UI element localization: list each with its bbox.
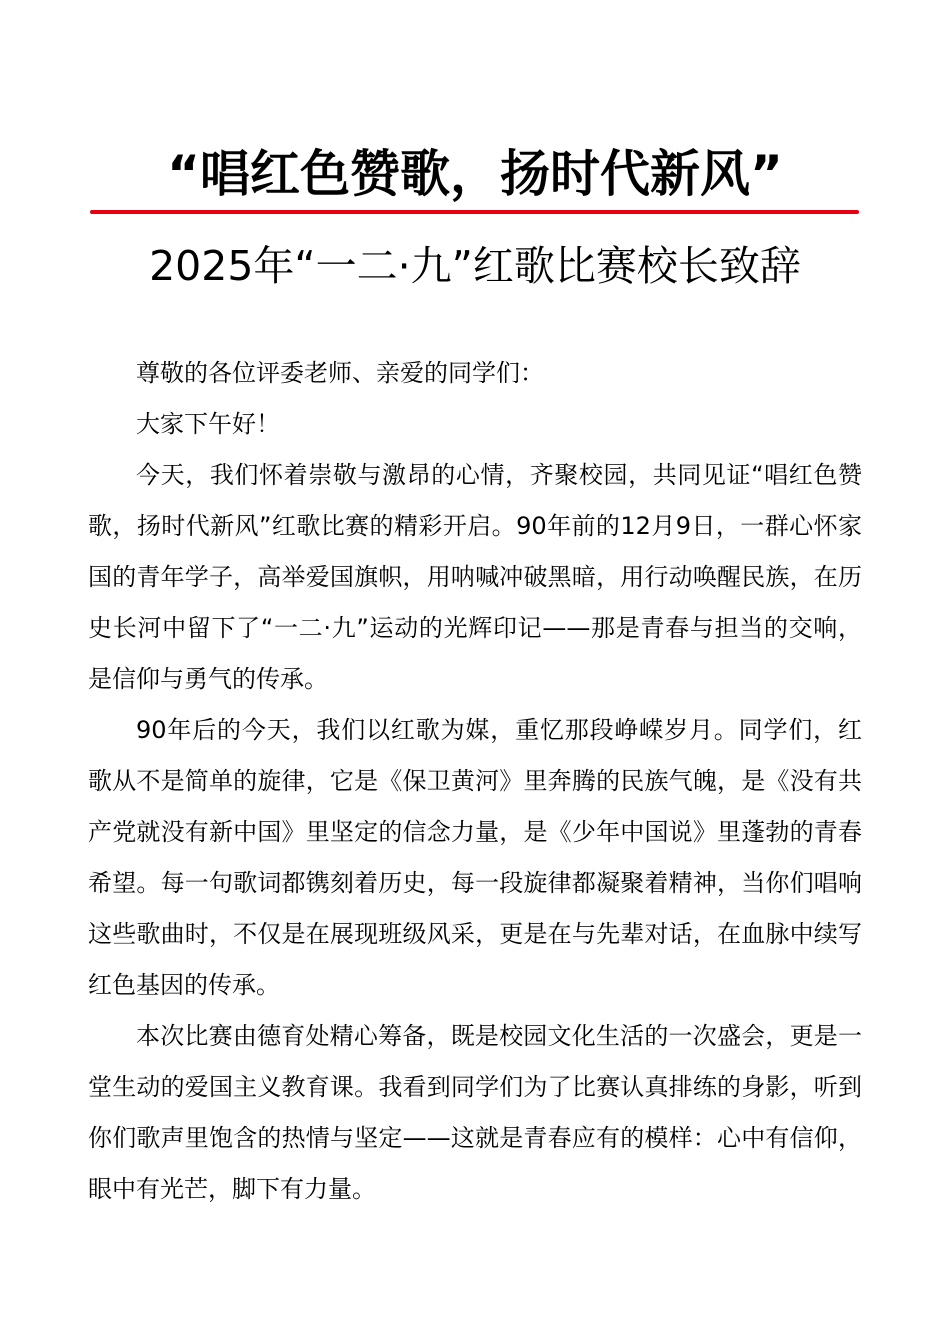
- document-body: [88, 348, 862, 1215]
- body-paragraph: 90年后的今天，我们以红歌为媒，重忆那段峥嵘岁月。同学们，红歌从不是简单的旋律，它是《保卫黄河》里奔腾的民族气魄，是《没有共产党就没有新中国》里坚定的信念力量，是《少年中国说》里蓬勃的青春希望。每一句歌词都镌刻着历史，每一段旋律都凝聚着精神，当你们唱响这些歌曲时，不仅是在展现班级风采，更是在与先辈对话，在血脉中续写红色基因的传承。: [88, 716, 862, 999]
- body-paragraph: 今天，我们怀着崇敬与激昂的心情，齐聚校园，共同见证“唱红色赞歌，扬时代新风”红歌比赛的精彩开启。90年前的12月9日，一群心怀家国的青年学子，高举爱国旗帜，用呐喊冲破黑暗，用行动唤醒民族，在历史长河中留下了“一二·九”运动的光辉印记——那是青春与担当的交响，是信仰与勇气的传承。: [88, 461, 862, 693]
- document-title: “唱红色赞歌，扬时代新风”: [167, 145, 783, 203]
- body-paragraph: 本次比赛由德育处精心筹备，既是校园文化生活的一次盛会，更是一堂生动的爱国主义教育课。我看到同学们为了比赛认真排练的身影，听到你们歌声里饱含的热情与坚定——这就是青春应有的模样：心中有信仰，眼中有光芒，脚下有力量。: [88, 1022, 862, 1203]
- document-subtitle: 2025年“一二·九”红歌比赛校长致辞: [149, 242, 801, 290]
- salutation: 尊敬的各位评委老师、亲爱的同学们：: [136, 359, 544, 387]
- title-underline-rule: [90, 210, 859, 214]
- greeting: 大家下午好！: [136, 410, 280, 438]
